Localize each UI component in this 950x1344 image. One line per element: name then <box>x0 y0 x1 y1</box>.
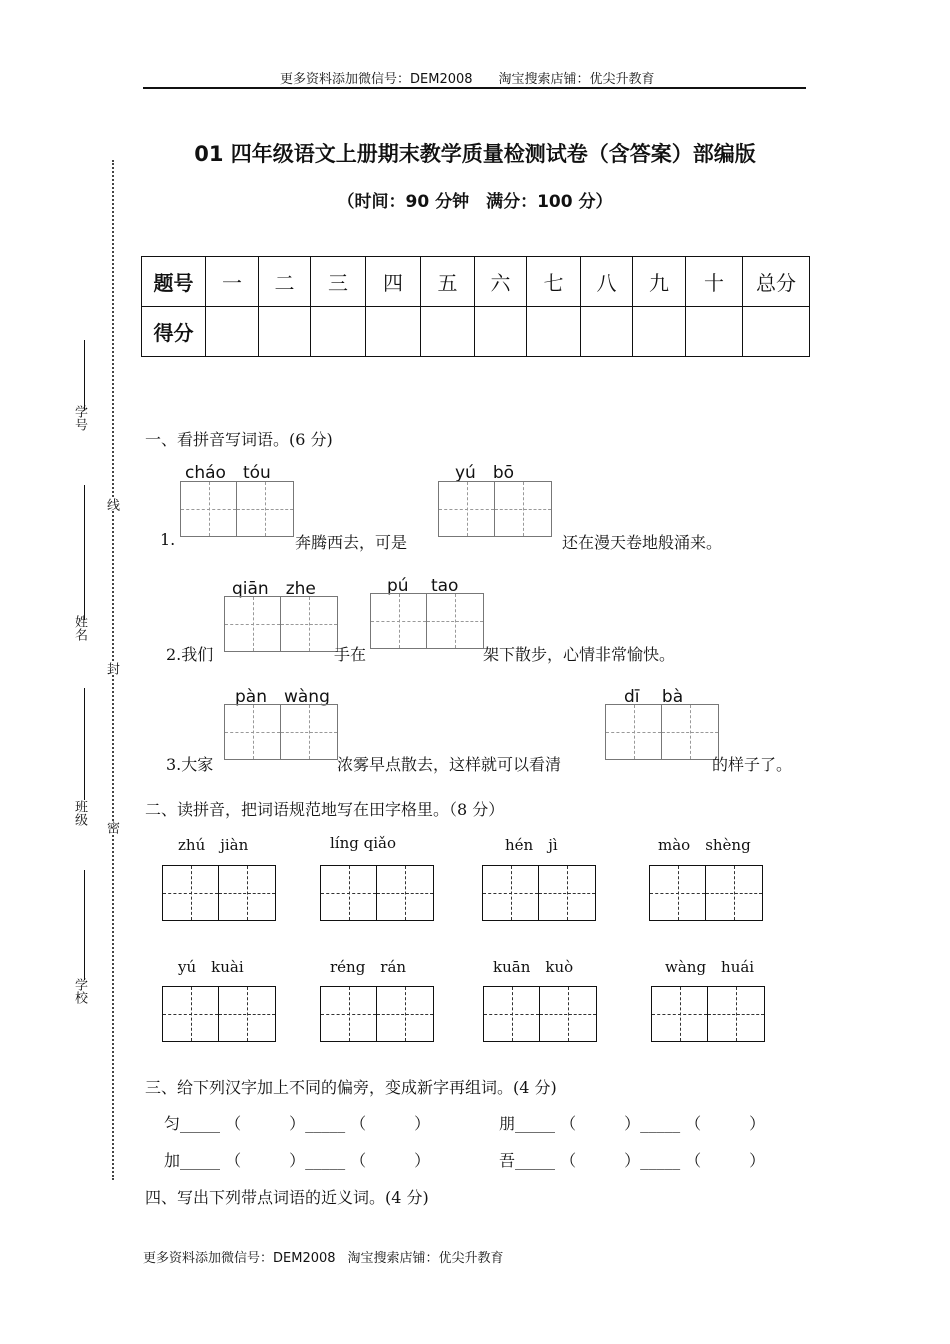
col-header: 九 <box>633 257 686 307</box>
pinyin-label: yú kuài <box>178 958 244 976</box>
name-line[interactable] <box>84 485 85 620</box>
page-header <box>280 68 655 87</box>
pinyin-label: pàn wàng <box>235 687 330 707</box>
score-cell[interactable] <box>421 307 475 357</box>
radical-item[interactable]: 朋_____ （ ）_____ （ ） <box>499 1114 766 1133</box>
student-id-line[interactable] <box>84 340 85 410</box>
sentence-number: 1. <box>160 530 176 549</box>
col-header: 八 <box>581 257 633 307</box>
score-cell[interactable] <box>475 307 527 357</box>
radical-item[interactable]: 匀_____ （ ）_____ （ ） <box>164 1114 431 1133</box>
col-header: 总分 <box>743 257 810 307</box>
section4-heading: 四、写出下列带点词语的近义词。(4 分) <box>145 1188 429 1207</box>
section2-heading: 二、读拼音，把词语规范地写在田字格里。（8 分） <box>145 800 505 819</box>
sentence-text: 架下散步，心情非常愉快。 <box>483 645 676 664</box>
tianzige-box[interactable] <box>224 596 338 652</box>
pinyin-label: wàng huái <box>665 958 755 976</box>
pinyin-label: cháo tóu <box>185 463 271 483</box>
pinyin-label: pú tao <box>387 576 459 596</box>
class-line[interactable] <box>84 688 85 800</box>
exam-subtitle: （时间：90 分钟 满分：100 分） <box>337 192 613 212</box>
pinyin-label: yú bō <box>455 463 515 483</box>
score-table <box>141 256 810 357</box>
col-header: 十 <box>686 257 743 307</box>
footer-wechat: 更多资料添加微信号：DEM2008 <box>143 1251 336 1266</box>
tianzige-box[interactable] <box>482 865 596 921</box>
tianzige-box[interactable] <box>483 986 597 1042</box>
pinyin-label: hén jì <box>505 836 558 854</box>
school-line[interactable] <box>84 870 85 980</box>
sentence-text: 还在漫天卷地般涌来。 <box>562 533 723 552</box>
score-cell[interactable] <box>206 307 259 357</box>
pinyin-label: réng rán <box>330 958 407 976</box>
student-id-label: 学号 <box>72 405 87 431</box>
binding-label-xian: 线 <box>104 498 119 511</box>
row-label-question-number: 题号 <box>142 257 206 307</box>
radical-item[interactable]: 加_____ （ ）_____ （ ） <box>164 1151 431 1170</box>
score-cell[interactable] <box>633 307 686 357</box>
name-label: 姓名 <box>72 615 87 641</box>
col-header: 二 <box>259 257 311 307</box>
tianzige-box[interactable] <box>162 865 276 921</box>
header-shop: 淘宝搜索店铺：优尖升教育 <box>498 72 655 87</box>
score-table-score-row <box>142 307 810 357</box>
sentence-text: 的样子了。 <box>712 755 793 774</box>
header-rule <box>143 87 806 89</box>
col-header: 三 <box>311 257 366 307</box>
tianzige-box[interactable] <box>224 704 338 760</box>
sentence-text: 手在 <box>334 645 367 664</box>
tianzige-box[interactable] <box>320 986 434 1042</box>
score-cell[interactable] <box>581 307 633 357</box>
pinyin-label: qiān zhe <box>232 579 316 599</box>
col-header: 四 <box>366 257 421 307</box>
col-header: 六 <box>475 257 527 307</box>
pinyin-label: mào shèng <box>658 836 751 854</box>
tianzige-box[interactable] <box>651 986 765 1042</box>
col-header: 一 <box>206 257 259 307</box>
pinyin-label: kuān kuò <box>493 958 574 976</box>
binding-label-feng: 封 <box>104 662 119 675</box>
page-footer <box>143 1247 504 1266</box>
score-table-header-row <box>142 257 810 307</box>
footer-shop: 淘宝搜索店铺：优尖升教育 <box>347 1251 504 1266</box>
pinyin-label: líng qiǎo <box>330 834 396 852</box>
tianzige-box[interactable] <box>438 481 552 537</box>
section1-heading: 一、看拼音写词语。(6 分) <box>145 430 333 449</box>
score-cell[interactable] <box>686 307 743 357</box>
sentence-text: 浓雾早点散去，这样就可以看清 <box>337 755 562 774</box>
score-cell[interactable] <box>366 307 421 357</box>
exam-title: 01 四年级语文上册期末教学质量检测试卷（含答案）部编版 <box>194 142 756 166</box>
section3-heading: 三、给下列汉字加上不同的偏旁，变成新字再组词。(4 分) <box>145 1078 557 1097</box>
tianzige-box[interactable] <box>320 865 434 921</box>
pinyin-label: dī bà <box>624 687 684 707</box>
sentence-text: 2.我们 <box>166 645 214 664</box>
tianzige-box[interactable] <box>180 481 294 537</box>
tianzige-box[interactable] <box>605 704 719 760</box>
header-wechat: 更多资料添加微信号：DEM2008 <box>280 72 473 87</box>
tianzige-box[interactable] <box>649 865 763 921</box>
binding-label-mi: 密 <box>104 821 119 834</box>
class-label: 班级 <box>72 800 87 826</box>
sentence-text: 3.大家 <box>166 755 214 774</box>
score-cell[interactable] <box>311 307 366 357</box>
tianzige-box[interactable] <box>370 593 484 649</box>
score-cell[interactable] <box>743 307 810 357</box>
col-header: 五 <box>421 257 475 307</box>
col-header: 七 <box>527 257 581 307</box>
score-cell[interactable] <box>259 307 311 357</box>
tianzige-box[interactable] <box>162 986 276 1042</box>
score-cell[interactable] <box>527 307 581 357</box>
sentence-text: 奔腾西去，可是 <box>295 533 408 552</box>
radical-item[interactable]: 吾_____ （ ）_____ （ ） <box>499 1151 766 1170</box>
school-label: 学校 <box>72 978 87 1004</box>
pinyin-label: zhú jiàn <box>178 836 249 854</box>
row-label-score: 得分 <box>142 307 206 357</box>
